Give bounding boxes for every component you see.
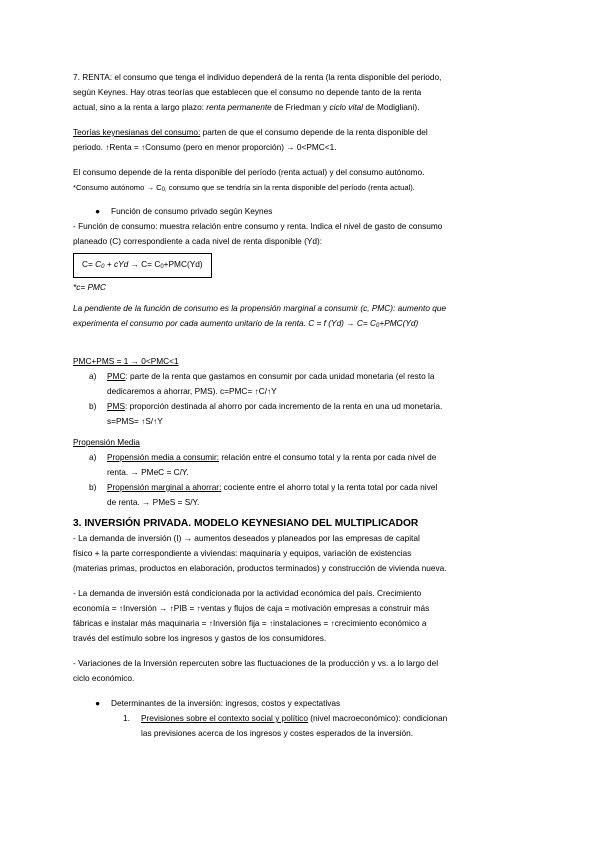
funcion-bullet-item: ● Función de consumo privado según Keynes bbox=[73, 204, 528, 219]
document-page bbox=[73, 70, 528, 741]
determinantes-bullet-item: ● Determinantes de la inversión: ingresos, costos y expectativas bbox=[73, 696, 528, 711]
consumo-line-1: El consumo depende de la renta disponible del período (renta actual) y del consumo autónomo. bbox=[73, 167, 425, 177]
renta-line-2: según Keynes. Hay otras teorías que establecen que el consumo no depende tanto de la renta bbox=[73, 87, 422, 97]
list-item: b) Propensión marginal a ahorrar: cociente entre el ahorro total y la renta total por cada nivel de renta. → PMeS = S/Y. bbox=[89, 482, 438, 507]
teorias-line-1: Teorías keynesianas del consumo: parten de que el consumo depende de la renta disponible del bbox=[73, 127, 428, 137]
inversion-section bbox=[73, 516, 528, 741]
media-title: Propensión Media bbox=[73, 437, 140, 447]
renta-heading: 7. RENTA: bbox=[73, 72, 113, 82]
inversion-paragraph-3: - Variaciones de la Inversión repercuten sobre las fluctuaciones de la producción y vs. a lo largo del ciclo económico. bbox=[73, 658, 439, 683]
consumo-paragraph bbox=[73, 165, 528, 198]
funcion-line-2: planeado (C) correspondiente a cada nivel de renta disponible (Yd): bbox=[73, 236, 323, 246]
renta-line-3: actual, sino a la renta a largo plazo: renta permanente de Friedman y ciclo vital de Modigliani). bbox=[73, 102, 420, 112]
funcion-line-1: - Función de consumo: muestra relación entre consumo y renta. Indica el nivel de gasto de consumo bbox=[73, 221, 443, 231]
consumo-autonomo-note: *Consumo autónomo → C0, consumo que se tendría sin la renta disponible del período (renta actual). bbox=[73, 183, 415, 193]
section-heading: 3. INVERSIÓN PRIVADA. MODELO KEYNESIANO DEL MULTIPLICADOR bbox=[73, 518, 419, 529]
list-item: a) Propensión media a consumir: relación entre el consumo total y la renta por cada nivel de renta. → PMeC = C/Y. bbox=[89, 452, 437, 477]
list-item: a) PMC: parte de la renta que gastamos en consumir por cada unidad monetaria (el resto la dedicaremos a ahorrar, PMS). c=PMC= ↑C/↑Y bbox=[89, 371, 435, 396]
ciclo-vital: ciclo vital bbox=[329, 102, 364, 112]
inversion-paragraph-2: - La demanda de inversión está condicionada por la actividad económica del país. Crecimiento economía = ↑Inversión → ↑PIB = ↑ventas y flujos de caja = motivación empresas a construir más fábricas e instalar más maquinaria = ↑Inversión fija = ↑instalaciones = ↑crecimiento económico a través del estímulo sobre los ingresos y gastos de los consumidores. bbox=[73, 588, 430, 643]
list-item: b) PMS: proporción destinada al ahorro por cada incremento de la renta en una ud monetaria. s=PMS= ↑S/↑Y bbox=[89, 401, 443, 426]
teorias-title: Teorías keynesianas del consumo: bbox=[73, 127, 201, 137]
teorias-line-2: periodo. ↑Renta = ↑Consumo (pero en menor proporción) → 0<PMC<1. bbox=[73, 142, 337, 152]
inversion-paragraph-1: - La demanda de inversión (I) → aumentos deseados y planeados por las empresas de capital físico + la parte correspondiente a viviendas: maquinaria y equipos, variación de existencias (materias primas, productos en elaboración, productos terminados) y construcción de vivienda nueva. bbox=[73, 533, 447, 573]
list-item: 1. Previsiones sobre el contexto social y político (nivel macroeconómico): condicionan las previsiones acerca de los ingresos y costes esperados de la inversión. bbox=[123, 713, 448, 738]
pendiente-line-1: La pendiente de la función de consumo es la propensión marginal a consumir (c, PMC): aumento que bbox=[73, 303, 447, 313]
bullet-icon: ● bbox=[95, 206, 101, 216]
pmc-note: *c= PMC bbox=[73, 282, 106, 292]
pendiente-paragraph bbox=[73, 301, 528, 334]
teorias-paragraph bbox=[73, 125, 528, 155]
pendiente-line-2: experimenta el consumo por cada aumento unitario de la renta. C = f (Yd) → C= C0+PMC(Yd) bbox=[73, 318, 419, 329]
renta-paragraph bbox=[73, 70, 528, 115]
consumo-formula-box: C= C0 + cYd → C= C0+PMC(Yd) bbox=[73, 253, 212, 278]
renta-line-1: 7. RENTA: el consumo que tenga el individuo dependerá de la renta (la renta disponible del periodo, bbox=[73, 72, 442, 82]
pmc-section bbox=[73, 354, 528, 429]
bullet-icon: ● bbox=[95, 698, 101, 708]
funcion-section bbox=[73, 204, 528, 295]
renta-permanente: renta permanente bbox=[206, 102, 272, 112]
media-section bbox=[73, 435, 528, 510]
pmc-title: PMC+PMS = 1 → 0<PMC<1 bbox=[73, 356, 179, 366]
